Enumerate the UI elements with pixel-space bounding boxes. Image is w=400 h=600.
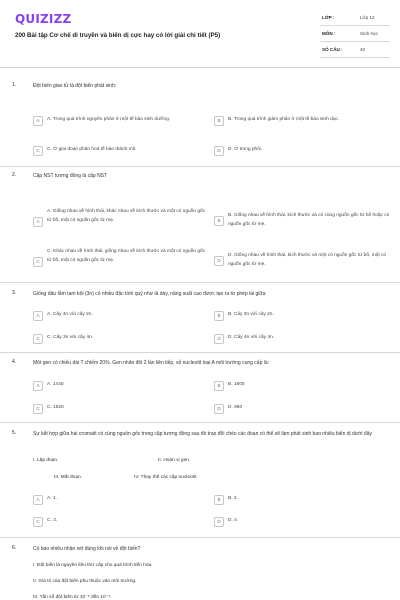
- option-letter-box[interactable]: A: [33, 495, 43, 505]
- option-letter-box[interactable]: B: [214, 116, 224, 126]
- option-text: B. Giống nhau về hình thái, kích thước và có cùng nguồn gốc từ bố hoặc có nguồn gốc từ mẹ.: [228, 213, 390, 227]
- statement: III. Mất đoạn.: [54, 475, 82, 480]
- option-text: B. 2.: [228, 496, 238, 501]
- statement: III. Tần số đột biến từ 10⁻⁶ đến 10⁻⁴.: [33, 595, 112, 600]
- option-letter-box[interactable]: D: [214, 146, 224, 156]
- meta-value: Lớp 12: [360, 15, 375, 20]
- question-number: 4.: [12, 359, 17, 365]
- question-number: 5.: [12, 430, 17, 436]
- meta-row-subject: [320, 26, 390, 42]
- question-number: 3.: [12, 290, 17, 296]
- option-letter-box[interactable]: B: [214, 381, 224, 391]
- question-text: Sự kết hợp giữa hai cromatit có cùng nguồn gốc trong cặp tương đồng sau đó trao đổi chéo các đoạn có thể sẽ làm phát sinh bao nhiêu biến dị dưới đây: [33, 431, 372, 437]
- document-header: [0, 0, 400, 68]
- option-text: D. Cây 4n với cây 4n.: [228, 335, 275, 340]
- option-letter-box[interactable]: B: [214, 216, 224, 226]
- option-text: D. 4.: [228, 518, 239, 523]
- statement: II. Hoán vị gen.: [158, 458, 191, 463]
- meta-label: MÔN :: [322, 31, 336, 36]
- option-text: B. Trong quá trình giảm phân ở một tế bào sinh dục.: [228, 117, 340, 122]
- option-letter-box[interactable]: D: [214, 256, 224, 266]
- meta-label: LỚP :: [322, 15, 335, 20]
- option-letter-box[interactable]: C: [33, 517, 43, 527]
- option-text: A. Trong quá trình nguyên phân ở một tế bào sinh dưỡng.: [47, 117, 171, 122]
- option-letter-box[interactable]: D: [214, 404, 224, 414]
- meta-value: Sinh học: [360, 31, 378, 36]
- statement: IV. Thay thế các cặp nucleotit: [134, 475, 197, 480]
- question-text: Một gen có chiều dài T chiếm 20%. Gen nhân đôi 2 lần liên tiếp, số nucleotit loại A môi trường cung cấp là:: [33, 360, 270, 366]
- option-letter-box[interactable]: A: [33, 116, 43, 126]
- option-text: B. 1800: [228, 382, 245, 387]
- option-letter-box[interactable]: B: [214, 311, 224, 321]
- meta-table: [320, 10, 390, 58]
- option-text: B. Cây 3n với cây 2n.: [228, 312, 274, 317]
- option-letter-box[interactable]: A: [33, 381, 43, 391]
- divider: [0, 422, 400, 423]
- statement: I. Lặp đoạn.: [33, 458, 59, 463]
- option-letter-box[interactable]: C: [33, 404, 43, 414]
- statement: I. Đột biến là nguyên liệu thứ cấp cho quá trình tiến hóa.: [33, 563, 153, 568]
- question-number: 6.: [12, 545, 17, 551]
- option-letter-box[interactable]: C: [33, 257, 43, 267]
- question-number: 2.: [12, 172, 17, 178]
- option-text: C. Cây 3n với cây 4n.: [47, 335, 94, 340]
- option-text: C. 3.: [47, 518, 58, 523]
- quizizz-logo: QUIZIZZ: [15, 12, 72, 26]
- divider: [0, 166, 400, 167]
- option-text: D. Giống nhau về hình thái, kích thước và một có nguồn gốc từ bố, một có nguồn gốc từ mẹ.: [228, 253, 387, 267]
- document-title: 200 Bài tập Cơ chế di truyền và biến dị cực hay có lời giải chi tiết (P5): [15, 32, 221, 39]
- option-letter-box[interactable]: C: [33, 146, 43, 156]
- divider: [0, 352, 400, 353]
- meta-value: 40: [360, 47, 366, 52]
- question-text: Có bao nhiêu nhận xét đúng khi nói về đột biến?: [33, 546, 141, 552]
- option-text: C. Ở giai đoạn phân hoá tế bào thành mô.: [47, 147, 137, 152]
- option-letter-box[interactable]: B: [214, 495, 224, 505]
- option-text: A. 1.: [47, 496, 57, 501]
- statement: II. Giá trị của đột biến phụ thuộc vào môi trường.: [33, 579, 137, 584]
- question-text: Giống dâu tằm tam bội (3n) có nhiều đặc tính quý như lá dày, năng suất cao được tạo ra từ phép lai giữa: [33, 291, 266, 297]
- option-text: D. 960: [228, 405, 243, 410]
- option-letter-box[interactable]: D: [214, 517, 224, 527]
- option-letter-box[interactable]: D: [214, 334, 224, 344]
- option-text: C. Khác nhau về hình thái, giống nhau về kích thước và một có nguồn gốc từ bố, một có nguồn gốc từ mẹ.: [47, 249, 206, 263]
- option-letter-box[interactable]: A: [33, 311, 43, 321]
- option-letter-box[interactable]: C: [33, 334, 43, 344]
- option-text: A. Cây 4n với cây 2n.: [47, 312, 93, 317]
- question-text: Cặp NST tương đồng là cặp NST: [33, 173, 108, 179]
- divider: [0, 537, 400, 538]
- option-text: C. 1920: [47, 405, 64, 410]
- option-text: D. Ở trong phôi.: [228, 147, 263, 152]
- meta-row-class: [320, 10, 390, 26]
- question-text: Đột biến giao tử là đột biến phát sinh:: [33, 83, 117, 89]
- question-number: 1.: [12, 82, 17, 88]
- meta-row-count: [320, 42, 390, 58]
- meta-label: SỐ CÂU :: [322, 47, 343, 52]
- option-text: A. Giống nhau về hình thái, khác nhau về kích thước và một có nguồn gốc từ bố, một có nguồn gốc từ mẹ.: [47, 209, 206, 223]
- option-text: A. 1440: [47, 382, 64, 387]
- divider: [0, 282, 400, 283]
- option-letter-box[interactable]: A: [33, 217, 43, 227]
